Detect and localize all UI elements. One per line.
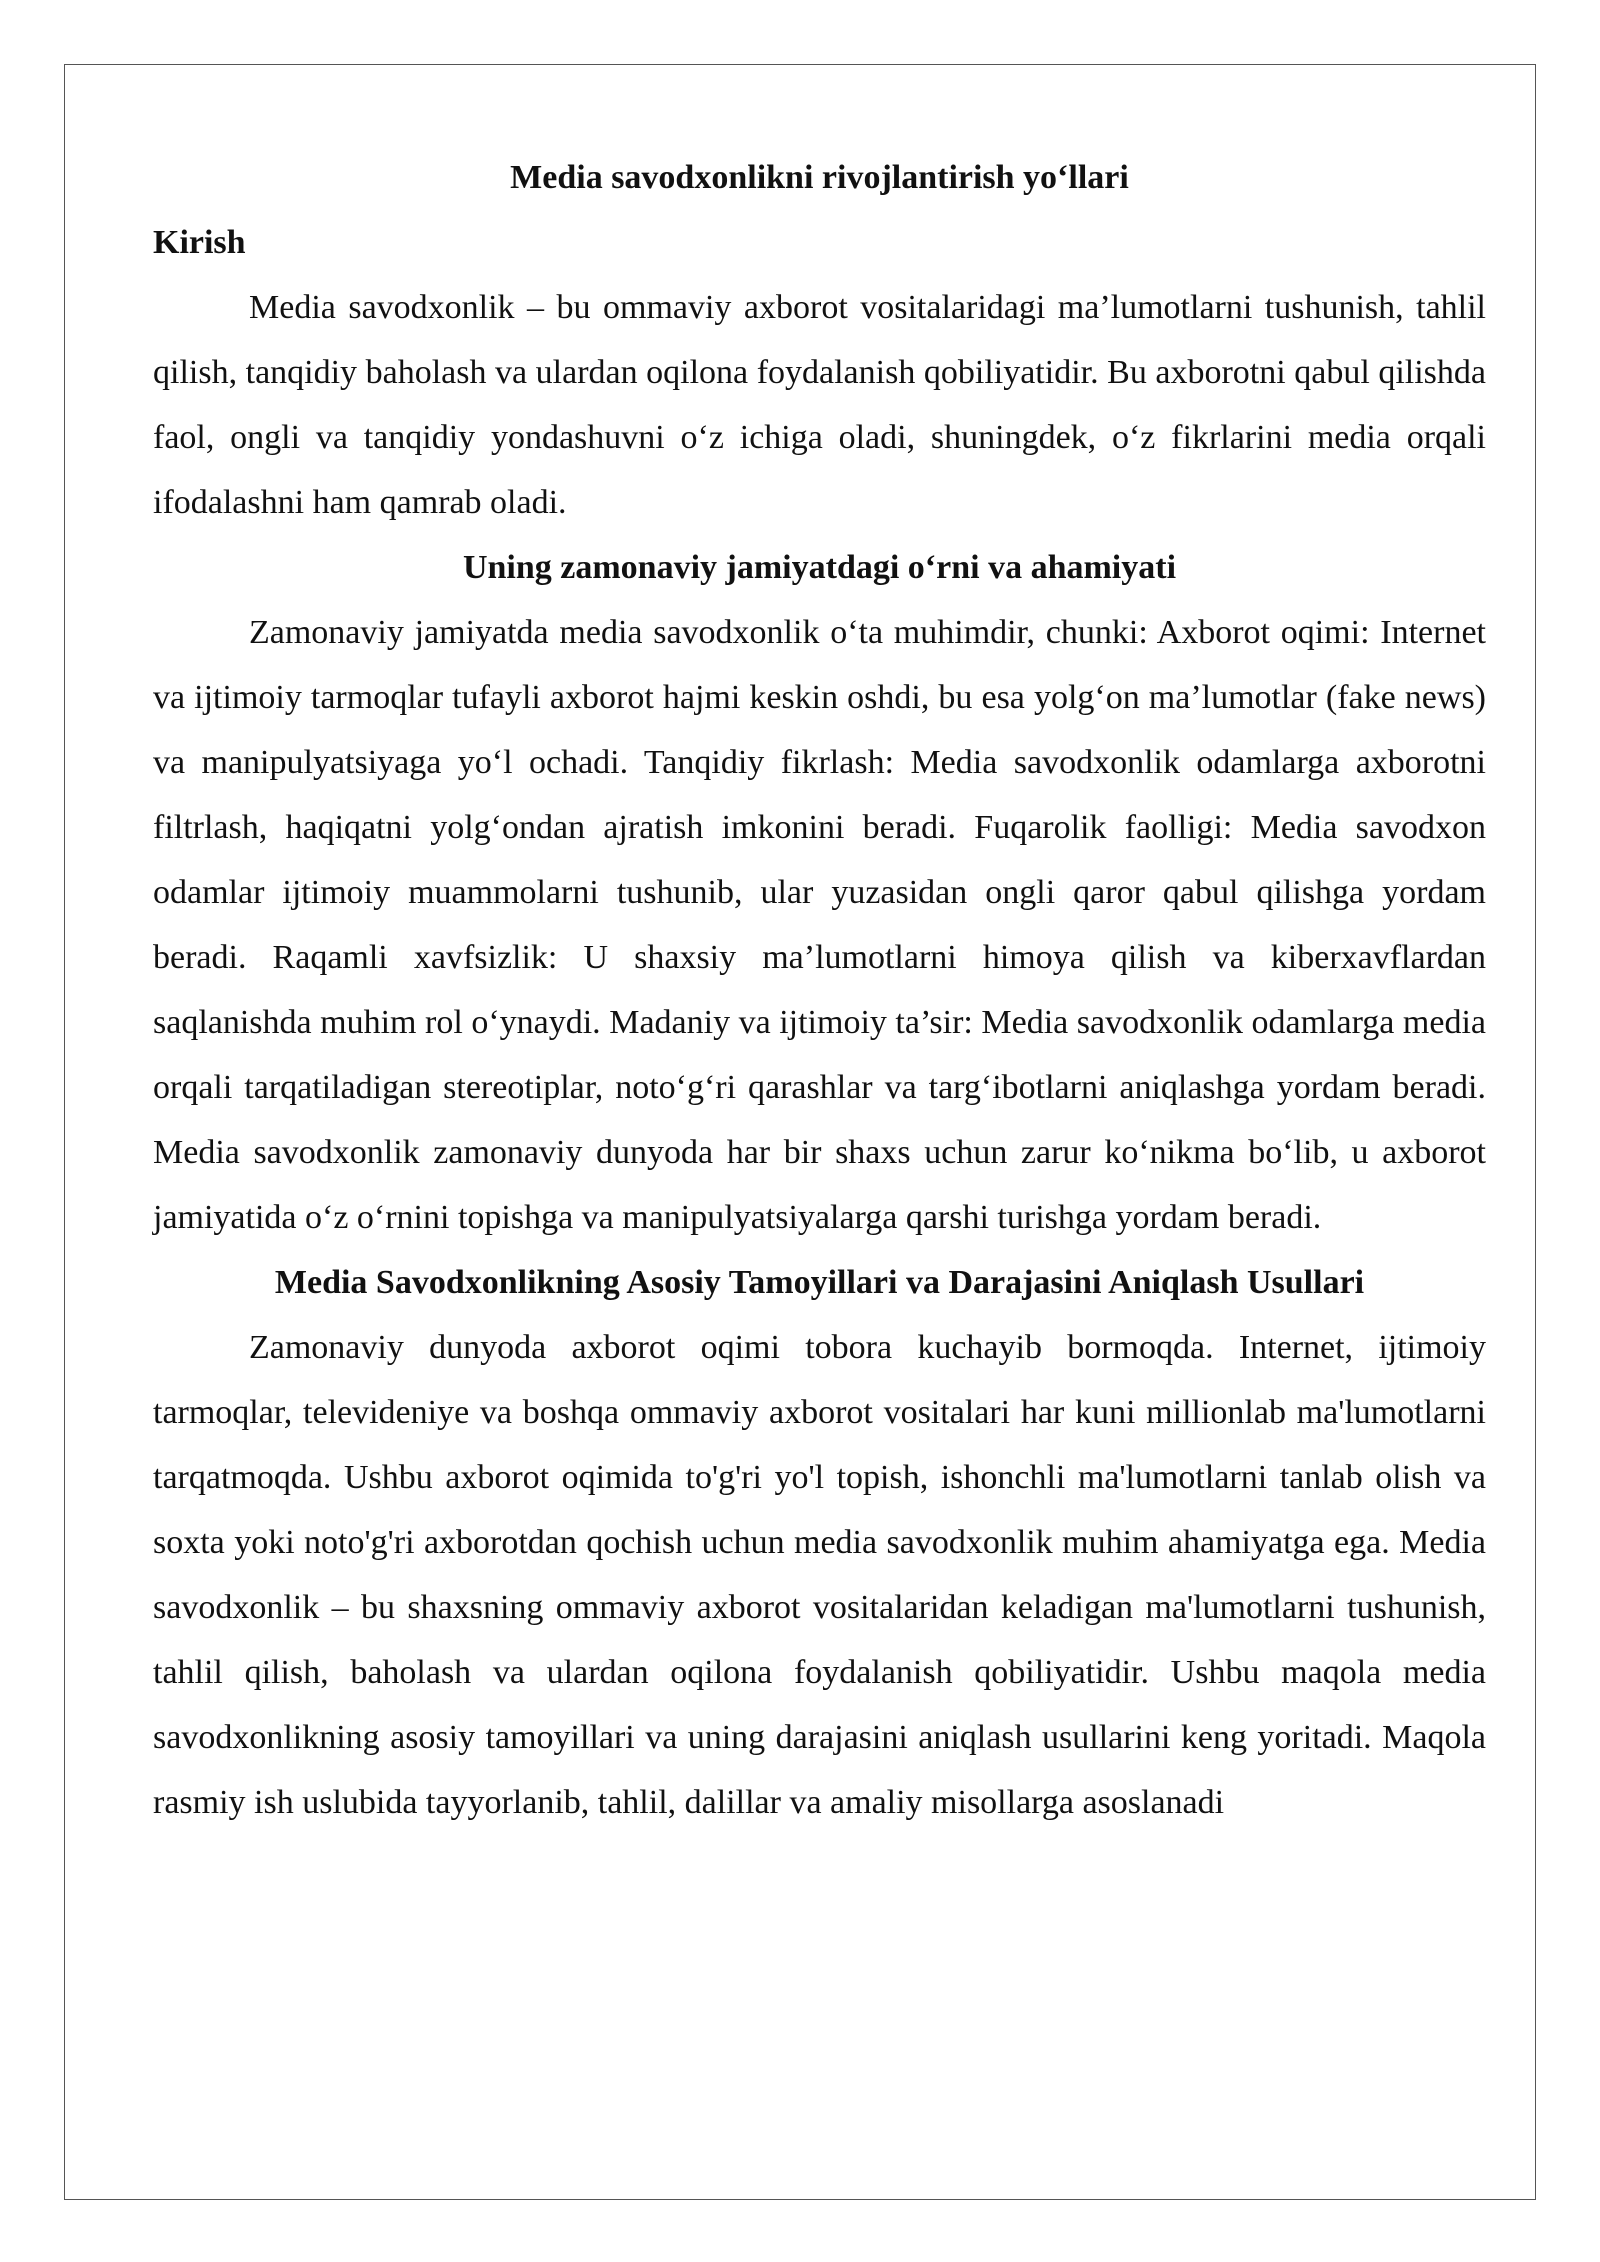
- section1-heading: Uning zamonaviy jamiyatdagi o‘rni va ahamiyati: [462, 549, 1177, 586]
- section2-paragraph: Zamonaviy dunyoda axborot oqimi tobora kuchayib bormoqda. Internet, ijtimoiy tarmoqlar, televideniye va boshqa ommaviy axborot vositalari har kuni millionlab ma'lumotlarni tarqatmoqda. Ushbu axborot oqimida to'g'ri yo'l topish, ishonchli ma'lumotlarni tanlab olish va soxta yoki noto'g'ri axborotdan qochish uchun media savodxonlik muhim ahamiyatga ega. Media savodxonlik – bu shaxsning ommaviy axborot vositalaridan keladigan ma'lumotlarni tushunish, tahlil qilish, baholash va ulardan oqilona foydalanish qobiliyatidir. Ushbu maqola media savodxonlikning asosiy tamoyillari va uning darajasini aniqlash usullarini keng yoritadi. Maqola rasmiy ish uslubida tayyorlanib, tahlil, dalillar va amaliy misollarga asoslanadi: [153, 1329, 1486, 1821]
- section1-paragraph: Zamonaviy jamiyatda media savodxonlik o‘ta muhimdir, chunki: Axborot oqimi: Internet va ijtimoiy tarmoqlar tufayli axborot hajmi keskin oshdi, bu esa yolg‘on ma’lumotlar (fake news) va manipulyatsiyaga yo‘l ochadi. Tanqidiy fikrlash: Media savodxonlik odamlarga axborotni filtrlash, haqiqatni yolg‘ondan ajratish imkonini beradi. Fuqarolik faolligi: Media savodxon odamlar ijtimoiy muammolarni tushunib, ular yuzasidan ongli qaror qabul qilishga yordam beradi. Raqamli xavfsizlik: U shaxsiy ma’lumotlarni himoya qilish va kiberxavflardan saqlanishda muhim rol o‘ynaydi. Madaniy va ijtimoiy ta’sir: Media savodxonlik odamlarga media orqali tarqatiladigan stereotiplar, noto‘g‘ri qarashlar va targ‘ibotlarni aniqlashga yordam beradi. Media savodxonlik zamonaviy dunyoda har bir shaxs uchun zarur ko‘nikma bo‘lib, u axborot jamiyatida o‘z o‘rnini topishga va manipulyatsiyalarga qarshi turishga yordam beradi.: [153, 614, 1486, 1236]
- document-body: [153, 145, 1486, 1835]
- document-title: Media savodxonlikni rivojlantirish yo‘llari: [510, 159, 1129, 196]
- section2-heading: Media Savodxonlikning Asosiy Tamoyillari va Darajasini Aniqlash Usullari: [274, 1264, 1365, 1301]
- intro-paragraph: Media savodxonlik – bu ommaviy axborot vositalaridagi ma’lumotlarni tushunish, tahlil qilish, tanqidiy baholash va ulardan oqilona foydalanish qobiliyatidir. Bu axborotni qabul qilishda faol, ongli va tanqidiy yondashuvni o‘z ichiga oladi, shuningdek, o‘z fikrlarini media orqali ifodalashni ham qamrab oladi.: [153, 289, 1486, 521]
- intro-heading: Kirish: [153, 224, 246, 261]
